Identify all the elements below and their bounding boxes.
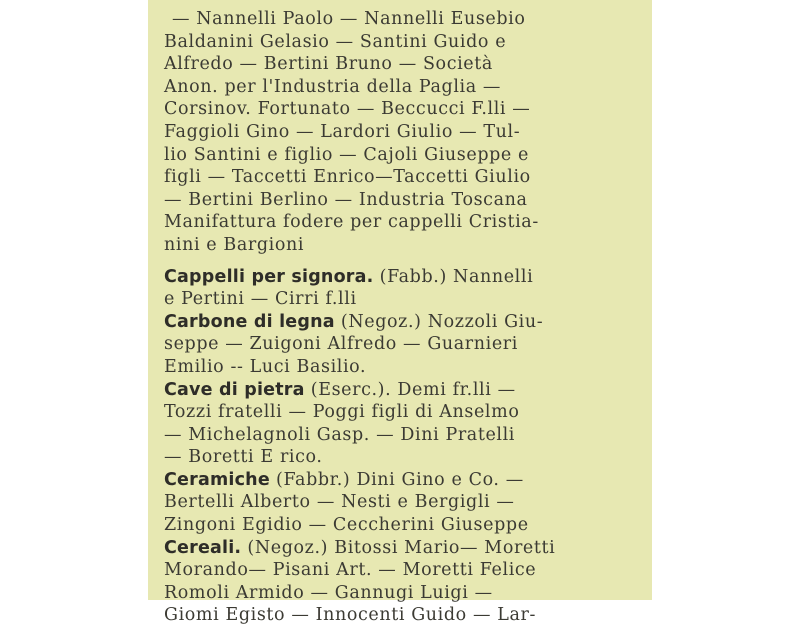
entry-cappelli-per-signora (164, 266, 642, 311)
text-line: Tozzi fratelli — Poggi figli di Anselmo (164, 402, 520, 423)
text-line: Zingoni Egidio — Ceccherini Giuseppe (164, 515, 529, 536)
directory-text (164, 8, 642, 627)
entry-first-rest: (Fabb.) Nannelli (373, 266, 534, 287)
text-line: figli — Taccetti Enrico—Taccetti Giulio (164, 167, 531, 188)
text-line: Morando— Pisani Art. — Moretti Felice (164, 560, 537, 581)
text-line: Romoli Armido — Gannugi Luigi — (164, 582, 493, 603)
text-line: Corsinov. Fortunato — Beccucci F.lli — (164, 99, 531, 120)
entry-cave-di-pietra (164, 379, 642, 469)
text-line: — Boretti E rico. (164, 447, 323, 468)
entry-first-rest: (Negoz.) Bitossi Mario— Moretti (241, 537, 556, 558)
text-line: Faggioli Gino — Lardori Giulio — Tul- (164, 121, 521, 142)
entry-first-rest: (Negoz.) Nozzoli Giu- (334, 311, 544, 332)
entry-cereali (164, 537, 642, 627)
entry-first-line (164, 469, 642, 492)
entry-first-line (164, 379, 642, 402)
entry-carbone-di-legna (164, 311, 642, 379)
text-line: — Bertini Berlino — Industria Toscana (164, 189, 528, 210)
entry-heading: Ceramiche (164, 469, 270, 490)
entry-first-line (164, 311, 642, 334)
entry-first-line (164, 537, 642, 560)
entry-first-line (164, 266, 642, 289)
text-line: nini e Bargioni (164, 234, 305, 255)
text-line: seppe — Zuigoni Alfredo — Guarnieri (164, 334, 518, 355)
entry-first-rest: (Eserc.). Demi fr.lli — (304, 379, 516, 400)
text-line: e Pertini — Cirri f.lli (164, 289, 357, 310)
text-line: Anon. per l'Industria della Paglia — (164, 76, 502, 97)
text-line: Emilio -- Luci Basilio. (164, 356, 367, 377)
text-line: Alfredo — Bertini Bruno — Società (164, 54, 493, 75)
text-line: Baldanini Gelasio — Santini Guido e (164, 31, 507, 52)
scanned-page (148, 0, 652, 626)
entry-first-rest: (Fabbr.) Dini Gino e Co. — (269, 469, 524, 490)
text-line: Giomi Egisto — Innocenti Guido — Lar- (164, 605, 536, 626)
text-line: Manifattura fodere per cappelli Cristia- (164, 212, 539, 233)
entry-heading: Carbone di legna (164, 311, 335, 332)
paragraph-continuation (164, 8, 642, 257)
text-line: — Nannelli Paolo — Nannelli Eusebio (172, 9, 526, 29)
text-line: lio Santini e figlio — Cajoli Giuseppe e (164, 144, 530, 165)
text-line: — Michelagnoli Gasp. — Dini Pratelli (164, 424, 515, 445)
entry-heading: Cappelli per signora. (164, 266, 374, 287)
entry-heading: Cave di pietra (164, 379, 305, 400)
text-line: Bertelli Alberto — Nesti e Bergigli — (164, 492, 515, 513)
entry-ceramiche (164, 469, 642, 537)
entry-heading: Cereali. (164, 537, 242, 558)
